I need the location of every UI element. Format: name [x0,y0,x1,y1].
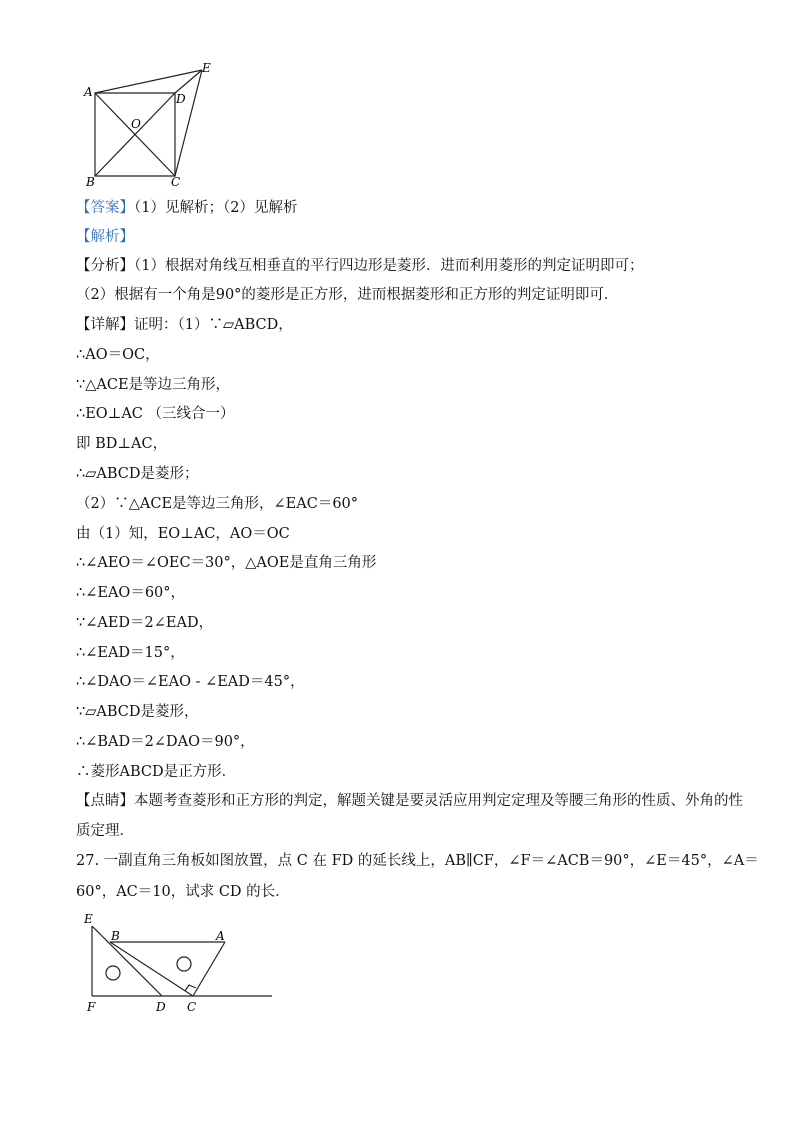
proof-line: ∴AO＝OC， [76,347,160,363]
proof-line: ∴∠AEO＝∠OEC＝30°，△AOE是直角三角形 [76,555,377,571]
dianjing-text-1: 本题考查菱形和正方形的判定，解题关键是要灵活应用判定定理及等腰三角形的性质、外角的性 [134,793,743,809]
label-d: D [176,92,186,106]
xiangjie-line-0 [76,315,293,335]
dianjing-line-1 [76,791,743,811]
question-27-line-1: 27. 一副直角三角板如图放置，点 C 在 FD 的延长线上，AB∥CF，∠F＝∠ACB＝90°，∠E＝45°，∠A＝ [76,853,759,869]
dianjing-tag: 【点睛】 [76,793,134,809]
label-b: B [86,175,95,188]
answer-line [76,198,297,218]
fenxi-text-2: （2）根据有一个角是90°的菱形是正方形，进而根据菱形和正方形的判定证明即可． [76,287,619,303]
label-e: E [202,61,211,75]
label-c: C [171,175,181,188]
label-f: F [87,1000,96,1014]
dianjing-line-2: 质定理． [76,823,134,839]
fenxi-text-1: （1）根据对角线互相垂直的平行四边形是菱形．进而利用菱形的判定证明即可； [134,258,644,274]
proof-line: （2）∵△ACE是等边三角形，∠EAC＝60° [76,496,359,512]
figure-square-abcd [80,58,220,188]
proof-line: ∴▱ABCD是菱形； [76,466,199,482]
proof-line: 由（1）知，EO⊥AC，AO＝OC [76,526,290,542]
fenxi-line-1 [76,256,643,276]
answer-tag: 【答案】 [76,200,134,216]
label-a: A [84,85,93,99]
answer-text: （1）见解析；（2）见解析 [134,200,298,216]
proof-line: ∴∠EAO＝60°， [76,585,186,601]
label-b: B [111,929,120,943]
label-a: A [216,929,225,943]
fenxi-line-2 [76,285,618,305]
label-e: E [84,912,93,926]
proof-line: 证明：（1）∵▱ABCD， [134,317,293,333]
label-o: O [131,117,141,131]
proof-line: ∴EO⊥AC （三线合一） [76,406,235,422]
analysis-tag: 【解析】 [76,229,134,245]
xiangjie-tag: 【详解】 [76,317,134,333]
figure-set-squares [80,908,280,1018]
proof-line: ∵▱ABCD是菱形， [76,704,199,720]
question-27-line-2: 60°，AC＝10，试求 CD 的长． [76,884,290,900]
proof-line: ∵∠AED＝2∠EAD， [76,615,214,631]
label-c: C [187,1000,197,1014]
label-d: D [156,1000,166,1014]
proof-line: 即 BD⊥AC， [76,436,168,452]
proof-line: ∴∠EAD＝15°， [76,645,185,661]
proof-line: ∴∠DAO＝∠EAO - ∠EAD＝45°， [76,674,305,690]
fenxi-tag: 【分析】 [76,258,134,274]
analysis-heading [76,227,134,247]
proof-line: ∴菱形ABCD是正方形． [76,764,237,780]
proof-line: ∵△ACE是等边三角形， [76,377,231,393]
proof-line: ∴∠BAD＝2∠DAO＝90°， [76,734,255,750]
